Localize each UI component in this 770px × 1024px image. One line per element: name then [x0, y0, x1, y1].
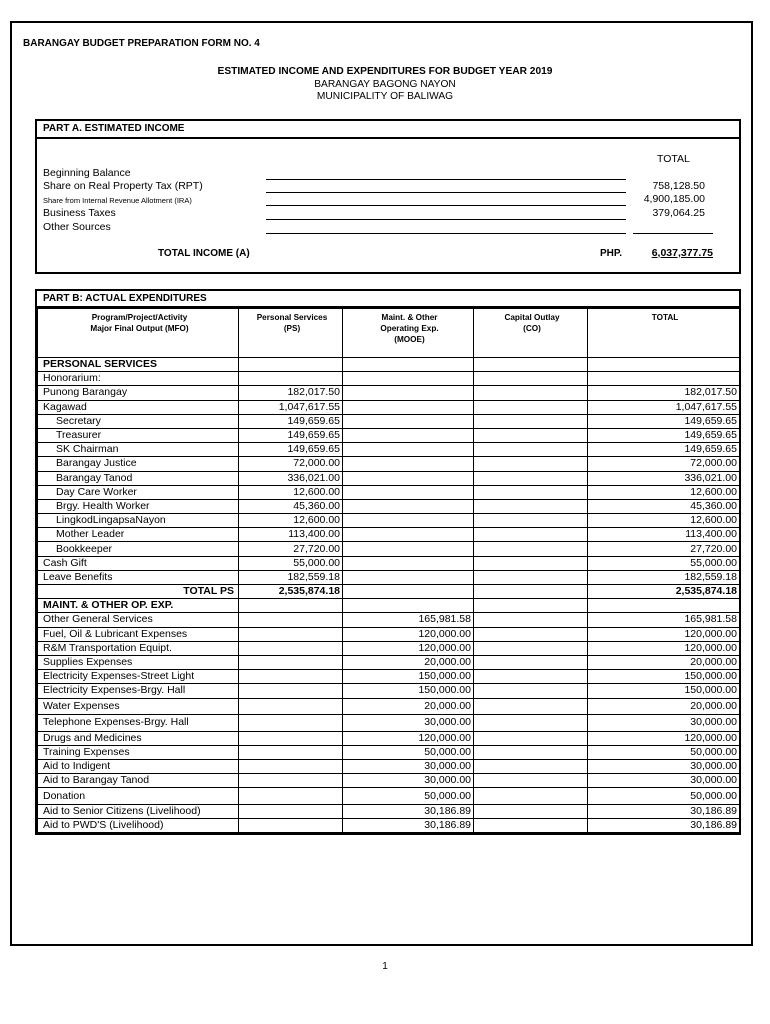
co-amount: [474, 731, 588, 745]
table-row: [38, 428, 740, 442]
ps-amount: 72,000.00: [239, 457, 343, 471]
part-b-heading: PART B: ACTUAL EXPENDITURES: [37, 291, 739, 308]
total-income-label: TOTAL INCOME (A): [158, 248, 250, 259]
co-amount: [474, 443, 588, 457]
mooe-amount: [343, 471, 474, 485]
row-label: Day Care Worker: [38, 485, 239, 499]
table-row: [38, 788, 740, 805]
row-label: Cash Gift: [38, 556, 239, 570]
ps-amount: [239, 655, 343, 669]
table-row: [38, 670, 740, 684]
row-total: 30,186.89: [588, 818, 740, 832]
co-amount: [474, 698, 588, 715]
table-row: [38, 613, 740, 627]
document-header: [0, 66, 770, 104]
currency-label: PHP.: [600, 248, 623, 259]
row-label: Honorarium:: [38, 372, 239, 386]
mooe-amount: 120,000.00: [343, 627, 474, 641]
table-row: [38, 528, 740, 542]
co-amount: [474, 414, 588, 428]
ps-amount: 113,400.00: [239, 528, 343, 542]
table-row: [38, 655, 740, 669]
table-header-row: [38, 309, 740, 358]
row-label: Fuel, Oil & Lubricant Expenses: [38, 627, 239, 641]
mooe-amount: 30,000.00: [343, 715, 474, 732]
mooe-amount: 30,000.00: [343, 759, 474, 773]
ps-amount: [239, 698, 343, 715]
row-label: Water Expenses: [38, 698, 239, 715]
co-amount: [474, 372, 588, 386]
table-row: [38, 457, 740, 471]
row-label: LingkodLingapsaNayon: [38, 514, 239, 528]
co-amount: [474, 655, 588, 669]
income-label: Other Sources: [43, 221, 111, 233]
row-total: 150,000.00: [588, 684, 740, 698]
part-b-section: [35, 289, 741, 835]
fill-line: [633, 233, 713, 234]
row-total: 149,659.65: [588, 443, 740, 457]
mooe-amount: [343, 386, 474, 400]
ps-amount: [239, 684, 343, 698]
fill-line: [266, 179, 626, 180]
co-amount: [474, 499, 588, 513]
mooe-amount: [343, 542, 474, 556]
co-amount: [474, 542, 588, 556]
ps-amount: 45,360.00: [239, 499, 343, 513]
co-amount: [474, 804, 588, 818]
mooe-amount: 20,000.00: [343, 698, 474, 715]
row-total: 20,000.00: [588, 698, 740, 715]
co-amount: [474, 556, 588, 570]
mooe-amount: 120,000.00: [343, 731, 474, 745]
co-amount: [474, 684, 588, 698]
co-amount: [474, 627, 588, 641]
co-amount: [474, 745, 588, 759]
income-label: Business Taxes: [43, 207, 116, 219]
row-label: Treasurer: [38, 428, 239, 442]
mooe-amount: [343, 358, 474, 372]
mooe-amount: 150,000.00: [343, 684, 474, 698]
co-amount: [474, 457, 588, 471]
row-label: Kagawad: [38, 400, 239, 414]
mooe-amount: [343, 570, 474, 584]
table-row: [38, 443, 740, 457]
table-row: [38, 570, 740, 584]
mooe-amount: 50,000.00: [343, 788, 474, 805]
table-row: [38, 414, 740, 428]
form-title: BARANGAY BUDGET PREPARATION FORM NO. 4: [23, 38, 260, 49]
row-label: Aid to Senior Citizens (Livelihood): [38, 804, 239, 818]
row-total: 2,535,874.18: [588, 585, 740, 599]
income-label: Share on Real Property Tax (RPT): [43, 180, 203, 192]
co-amount: [474, 386, 588, 400]
row-total: 120,000.00: [588, 641, 740, 655]
co-amount: [474, 585, 588, 599]
expenditure-table: [37, 308, 740, 833]
row-label: Leave Benefits: [38, 570, 239, 584]
row-label: Barangay Justice: [38, 457, 239, 471]
mooe-amount: 120,000.00: [343, 641, 474, 655]
mooe-amount: [343, 485, 474, 499]
ps-amount: [239, 788, 343, 805]
mooe-amount: [343, 443, 474, 457]
row-label: TOTAL PS: [38, 585, 239, 599]
row-total: [588, 599, 740, 613]
table-row: [38, 731, 740, 745]
co-amount: [474, 641, 588, 655]
co-amount: [474, 774, 588, 788]
ps-amount: [239, 818, 343, 832]
co-amount: [474, 400, 588, 414]
mooe-amount: 30,000.00: [343, 774, 474, 788]
ps-amount: 182,559.18: [239, 570, 343, 584]
part-a-heading: PART A. ESTIMATED INCOME: [37, 121, 739, 139]
income-label: Share from Internal Revenue Allotment (IRA): [43, 196, 192, 205]
mooe-amount: [343, 457, 474, 471]
part-a-total-header: TOTAL: [657, 153, 690, 165]
ps-amount: 12,600.00: [239, 514, 343, 528]
budget-title: ESTIMATED INCOME AND EXPENDITURES FOR BUDGET YEAR 2019: [217, 66, 553, 77]
row-total: 1,047,617.55: [588, 400, 740, 414]
column-header-program: Program/Project/Activity Major Final Output (MFO): [38, 309, 239, 358]
co-amount: [474, 599, 588, 613]
ps-amount: 55,000.00: [239, 556, 343, 570]
row-label: Donation: [38, 788, 239, 805]
co-amount: [474, 358, 588, 372]
table-row: [38, 471, 740, 485]
column-header-co: Capital Outlay (CO): [474, 309, 588, 358]
ps-amount: [239, 641, 343, 655]
table-row: [38, 804, 740, 818]
column-header-mooe: Maint. & Other Operating Exp. (MOOE): [343, 309, 474, 358]
ps-amount: 27,720.00: [239, 542, 343, 556]
mooe-amount: [343, 428, 474, 442]
table-row: [38, 774, 740, 788]
co-amount: [474, 818, 588, 832]
table-row: [38, 386, 740, 400]
ps-amount: [239, 759, 343, 773]
income-amount: 4,900,185.00: [643, 193, 705, 205]
row-label: Mother Leader: [38, 528, 239, 542]
co-amount: [474, 715, 588, 732]
mooe-amount: [343, 400, 474, 414]
co-amount: [474, 471, 588, 485]
mooe-amount: [343, 414, 474, 428]
row-total: 149,659.65: [588, 414, 740, 428]
row-label: Electricity Expenses-Street Light: [38, 670, 239, 684]
row-total: [588, 372, 740, 386]
row-label: Aid to PWD'S (Livelihood): [38, 818, 239, 832]
row-total: 149,659.65: [588, 428, 740, 442]
table-row: [38, 627, 740, 641]
row-total: 182,559.18: [588, 570, 740, 584]
ps-amount: 2,535,874.18: [239, 585, 343, 599]
table-row: [38, 556, 740, 570]
row-total: 30,000.00: [588, 774, 740, 788]
row-total: 120,000.00: [588, 627, 740, 641]
row-label: PERSONAL SERVICES: [38, 358, 239, 372]
row-total: 50,000.00: [588, 788, 740, 805]
row-total: 12,600.00: [588, 485, 740, 499]
row-total: 20,000.00: [588, 655, 740, 669]
table-row: [38, 715, 740, 732]
row-label: Barangay Tanod: [38, 471, 239, 485]
fill-line: [266, 205, 626, 206]
ps-amount: 149,659.65: [239, 414, 343, 428]
mooe-amount: [343, 514, 474, 528]
mooe-amount: 30,186.89: [343, 804, 474, 818]
row-label: Other General Services: [38, 613, 239, 627]
ps-amount: [239, 599, 343, 613]
municipality-name: MUNICIPALITY OF BALIWAG: [316, 91, 454, 102]
row-total: 45,360.00: [588, 499, 740, 513]
row-total: 113,400.00: [588, 528, 740, 542]
table-row: [38, 641, 740, 655]
column-header-ps: Personal Services (PS): [239, 309, 343, 358]
total-income-value: 6,037,377.75: [651, 247, 713, 259]
row-total: 72,000.00: [588, 457, 740, 471]
row-total: 30,000.00: [588, 759, 740, 773]
ps-amount: 12,600.00: [239, 485, 343, 499]
table-row: [38, 684, 740, 698]
row-label: Secretary: [38, 414, 239, 428]
table-row: [38, 542, 740, 556]
income-amount: 379,064.25: [652, 207, 705, 219]
ps-amount: [239, 670, 343, 684]
co-amount: [474, 485, 588, 499]
row-label: R&M Transportation Equipt.: [38, 641, 239, 655]
table-row: [38, 372, 740, 386]
mooe-amount: [343, 556, 474, 570]
mooe-amount: 20,000.00: [343, 655, 474, 669]
ps-amount: [239, 774, 343, 788]
table-row: [38, 759, 740, 773]
row-label: Brgy. Health Worker: [38, 499, 239, 513]
table-row: [38, 599, 740, 613]
ps-amount: 182,017.50: [239, 386, 343, 400]
page-number: 1: [382, 961, 388, 972]
row-label: Training Expenses: [38, 745, 239, 759]
table-row: [38, 499, 740, 513]
ps-amount: [239, 358, 343, 372]
ps-amount: [239, 372, 343, 386]
ps-amount: 149,659.65: [239, 428, 343, 442]
table-row: [38, 358, 740, 372]
co-amount: [474, 759, 588, 773]
row-total: 165,981.58: [588, 613, 740, 627]
row-label: Aid to Indigent: [38, 759, 239, 773]
mooe-amount: [343, 372, 474, 386]
row-total: [588, 358, 740, 372]
mooe-amount: [343, 599, 474, 613]
ps-amount: 149,659.65: [239, 443, 343, 457]
row-total: 336,021.00: [588, 471, 740, 485]
barangay-name: BARANGAY BAGONG NAYON: [314, 78, 456, 90]
table-row: [38, 745, 740, 759]
mooe-amount: [343, 499, 474, 513]
mooe-amount: 165,981.58: [343, 613, 474, 627]
fill-line: [266, 192, 626, 193]
income-amount: 758,128.50: [652, 180, 705, 192]
row-label: Bookkeeper: [38, 542, 239, 556]
mooe-amount: 30,186.89: [343, 818, 474, 832]
row-label: SK Chairman: [38, 443, 239, 457]
co-amount: [474, 570, 588, 584]
table-row: [38, 514, 740, 528]
row-total: 50,000.00: [588, 745, 740, 759]
mooe-amount: 150,000.00: [343, 670, 474, 684]
row-label: Drugs and Medicines: [38, 731, 239, 745]
mooe-amount: 50,000.00: [343, 745, 474, 759]
row-label: MAINT. & OTHER OP. EXP.: [38, 599, 239, 613]
table-row: [38, 818, 740, 832]
ps-amount: [239, 731, 343, 745]
row-total: 12,600.00: [588, 514, 740, 528]
co-amount: [474, 670, 588, 684]
column-header-total: TOTAL: [588, 309, 740, 358]
row-label: Punong Barangay: [38, 386, 239, 400]
ps-amount: 336,021.00: [239, 471, 343, 485]
co-amount: [474, 613, 588, 627]
row-total: 30,186.89: [588, 804, 740, 818]
income-label: Beginning Balance: [43, 167, 131, 179]
part-a-section: [35, 119, 741, 274]
ps-amount: [239, 613, 343, 627]
co-amount: [474, 788, 588, 805]
row-total: 120,000.00: [588, 731, 740, 745]
row-total: 150,000.00: [588, 670, 740, 684]
co-amount: [474, 528, 588, 542]
ps-amount: 1,047,617.55: [239, 400, 343, 414]
ps-amount: [239, 745, 343, 759]
row-label: Aid to Barangay Tanod: [38, 774, 239, 788]
row-total: 30,000.00: [588, 715, 740, 732]
row-label: Electricity Expenses-Brgy. Hall: [38, 684, 239, 698]
fill-line: [266, 219, 626, 220]
ps-amount: [239, 804, 343, 818]
row-total: 55,000.00: [588, 556, 740, 570]
table-row: [38, 585, 740, 599]
row-label: Supplies Expenses: [38, 655, 239, 669]
ps-amount: [239, 715, 343, 732]
row-total: 182,017.50: [588, 386, 740, 400]
mooe-amount: [343, 585, 474, 599]
row-label: Telephone Expenses-Brgy. Hall: [38, 715, 239, 732]
row-total: 27,720.00: [588, 542, 740, 556]
table-row: [38, 485, 740, 499]
mooe-amount: [343, 528, 474, 542]
fill-line: [266, 233, 626, 234]
ps-amount: [239, 627, 343, 641]
co-amount: [474, 514, 588, 528]
co-amount: [474, 428, 588, 442]
table-row: [38, 400, 740, 414]
table-row: [38, 698, 740, 715]
